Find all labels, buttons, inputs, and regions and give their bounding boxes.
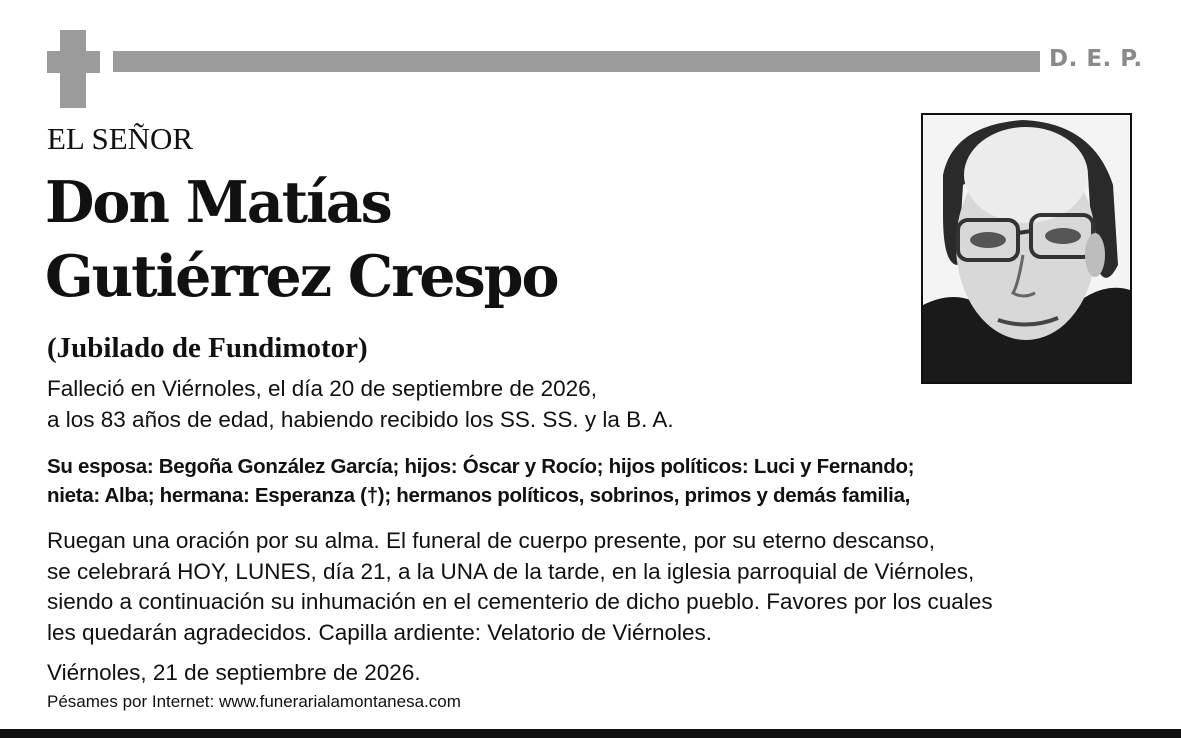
family-line2: nieta: Alba; hermana: Esperanza (†); hermanos políticos, sobrinos, primos y demás familia,: [47, 484, 911, 507]
funeral-line1: Ruegan una oración por su alma. El funeral de cuerpo presente, por su eterno descanso,: [47, 528, 936, 553]
cross-icon-bar: [47, 51, 100, 73]
death-paragraph: [47, 374, 674, 435]
death-line2: a los 83 años de edad, habiendo recibido los SS. SS. y la B. A.: [47, 406, 674, 432]
family-paragraph: [47, 452, 914, 510]
deceased-name-line1: Don Matías: [45, 169, 391, 236]
portrait-image: [923, 115, 1130, 382]
portrait-photo: [921, 113, 1132, 384]
place-date: Viérnoles, 21 de septiembre de 2026.: [47, 660, 421, 685]
bottom-rule: [0, 729, 1181, 738]
funeral-line4: les quedarán agradecidos. Capilla ardiente: Velatorio de Viérnoles.: [47, 619, 713, 645]
funeral-paragraph: [47, 526, 993, 648]
funeral-line2: se celebrará HOY, LUNES, día 21, a la UNA de la tarde, en la iglesia parroquial de Viérnoles,: [47, 558, 975, 584]
title-prefix: EL SEÑOR: [47, 121, 194, 156]
funeral-line3: siendo a continuación su inhumación en el cementerio de dicho pueblo. Favores por los cuales: [47, 589, 993, 614]
header-rule: [113, 51, 1040, 72]
family-line1: Su esposa: Begoña González García; hijos: Óscar y Rocío; hijos políticos: Luci y Fernando;: [47, 455, 915, 478]
deceased-name-line2: Gutiérrez Crespo: [45, 243, 558, 310]
dep-label: D. E. P.: [1049, 46, 1143, 72]
deceased-name: [45, 166, 558, 314]
death-line1: Falleció en Viérnoles, el día 20 de septiembre de 2026,: [47, 376, 597, 401]
condolences-web: Pésames por Internet: www.funerarialamontanesa.com: [47, 692, 461, 711]
occupation: (Jubilado de Fundimotor): [47, 332, 368, 364]
